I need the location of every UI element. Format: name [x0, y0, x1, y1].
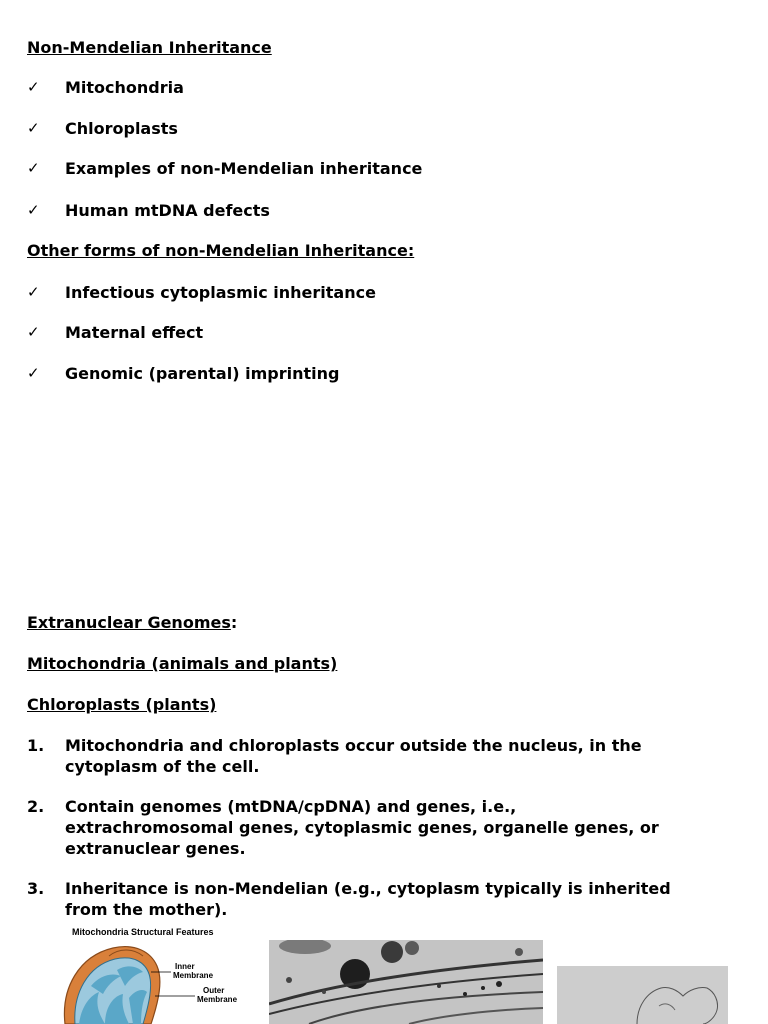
- electron-micrograph-image: [269, 940, 543, 1024]
- numbered-point: [0, 735, 768, 779]
- list-item-text: Mitochondria: [65, 78, 184, 97]
- checkmark-icon: ✓: [27, 201, 40, 219]
- point-text: [65, 735, 745, 777]
- checkmark-icon: ✓: [27, 283, 40, 301]
- list-item-text: Examples of non-Mendelian inheritance: [65, 159, 423, 178]
- label-inner-membrane: [173, 962, 213, 980]
- point-number: 1.: [27, 736, 45, 755]
- point-number: 2.: [27, 797, 45, 816]
- mtdna-micrograph-image: [557, 966, 728, 1024]
- label-line: Outer: [203, 986, 225, 995]
- checkmark-icon: ✓: [27, 323, 40, 341]
- numbered-point: [0, 796, 768, 861]
- section-heading-extranuclear: [27, 612, 237, 633]
- label-line: Membrane: [173, 971, 214, 980]
- mitochondrion-illustration: [55, 926, 250, 1024]
- point-line: Inheritance is non-Mendelian (e.g., cytoplasm typically is inherited: [65, 879, 671, 898]
- point-text: [65, 796, 745, 859]
- list-item-text: Chloroplasts: [65, 119, 178, 138]
- label-line: Inner: [175, 962, 195, 971]
- point-line: Mitochondria and chloroplasts occur outside the nucleus, in the: [65, 736, 642, 755]
- checkmark-icon: ✓: [27, 364, 40, 382]
- section-heading-other-forms: Other forms of non-Mendelian Inheritance:: [27, 241, 415, 260]
- label-line: Membrane: [197, 995, 238, 1004]
- section-heading-text: Extranuclear Genomes: [27, 613, 231, 632]
- micrograph-texture: [269, 940, 543, 1024]
- list-item-text: Genomic (parental) imprinting: [65, 364, 340, 383]
- list-item-text: Infectious cytoplasmic inheritance: [65, 283, 376, 302]
- heading-colon: :: [230, 613, 238, 632]
- mitochondria-diagram: [55, 926, 250, 1024]
- checkmark-icon: ✓: [27, 78, 40, 96]
- point-text: [65, 878, 745, 920]
- point-line: Contain genomes (mtDNA/cpDNA) and genes, i.e.,: [65, 797, 517, 816]
- section-heading-non-mendelian: Non-Mendelian Inheritance: [27, 38, 272, 57]
- point-line: extranuclear genes.: [65, 839, 246, 858]
- point-line: from the mother).: [65, 900, 228, 919]
- subheading-mitochondria: Mitochondria (animals and plants): [27, 654, 338, 673]
- micrograph-loop: [557, 966, 728, 1024]
- point-number: 3.: [27, 879, 45, 898]
- point-line: extrachromosomal genes, cytoplasmic genes, organelle genes, or: [65, 818, 659, 837]
- checkmark-icon: ✓: [27, 159, 40, 177]
- subheading-chloroplasts: Chloroplasts (plants): [27, 695, 217, 714]
- list-item-text: Human mtDNA defects: [65, 201, 270, 220]
- list-item-text: Maternal effect: [65, 323, 204, 342]
- diagram-title: Mitochondria Structural Features: [72, 927, 214, 937]
- checkmark-icon: ✓: [27, 119, 40, 137]
- label-outer-membrane: [197, 986, 237, 1004]
- point-line: cytoplasm of the cell.: [65, 757, 260, 776]
- numbered-point: [0, 878, 768, 922]
